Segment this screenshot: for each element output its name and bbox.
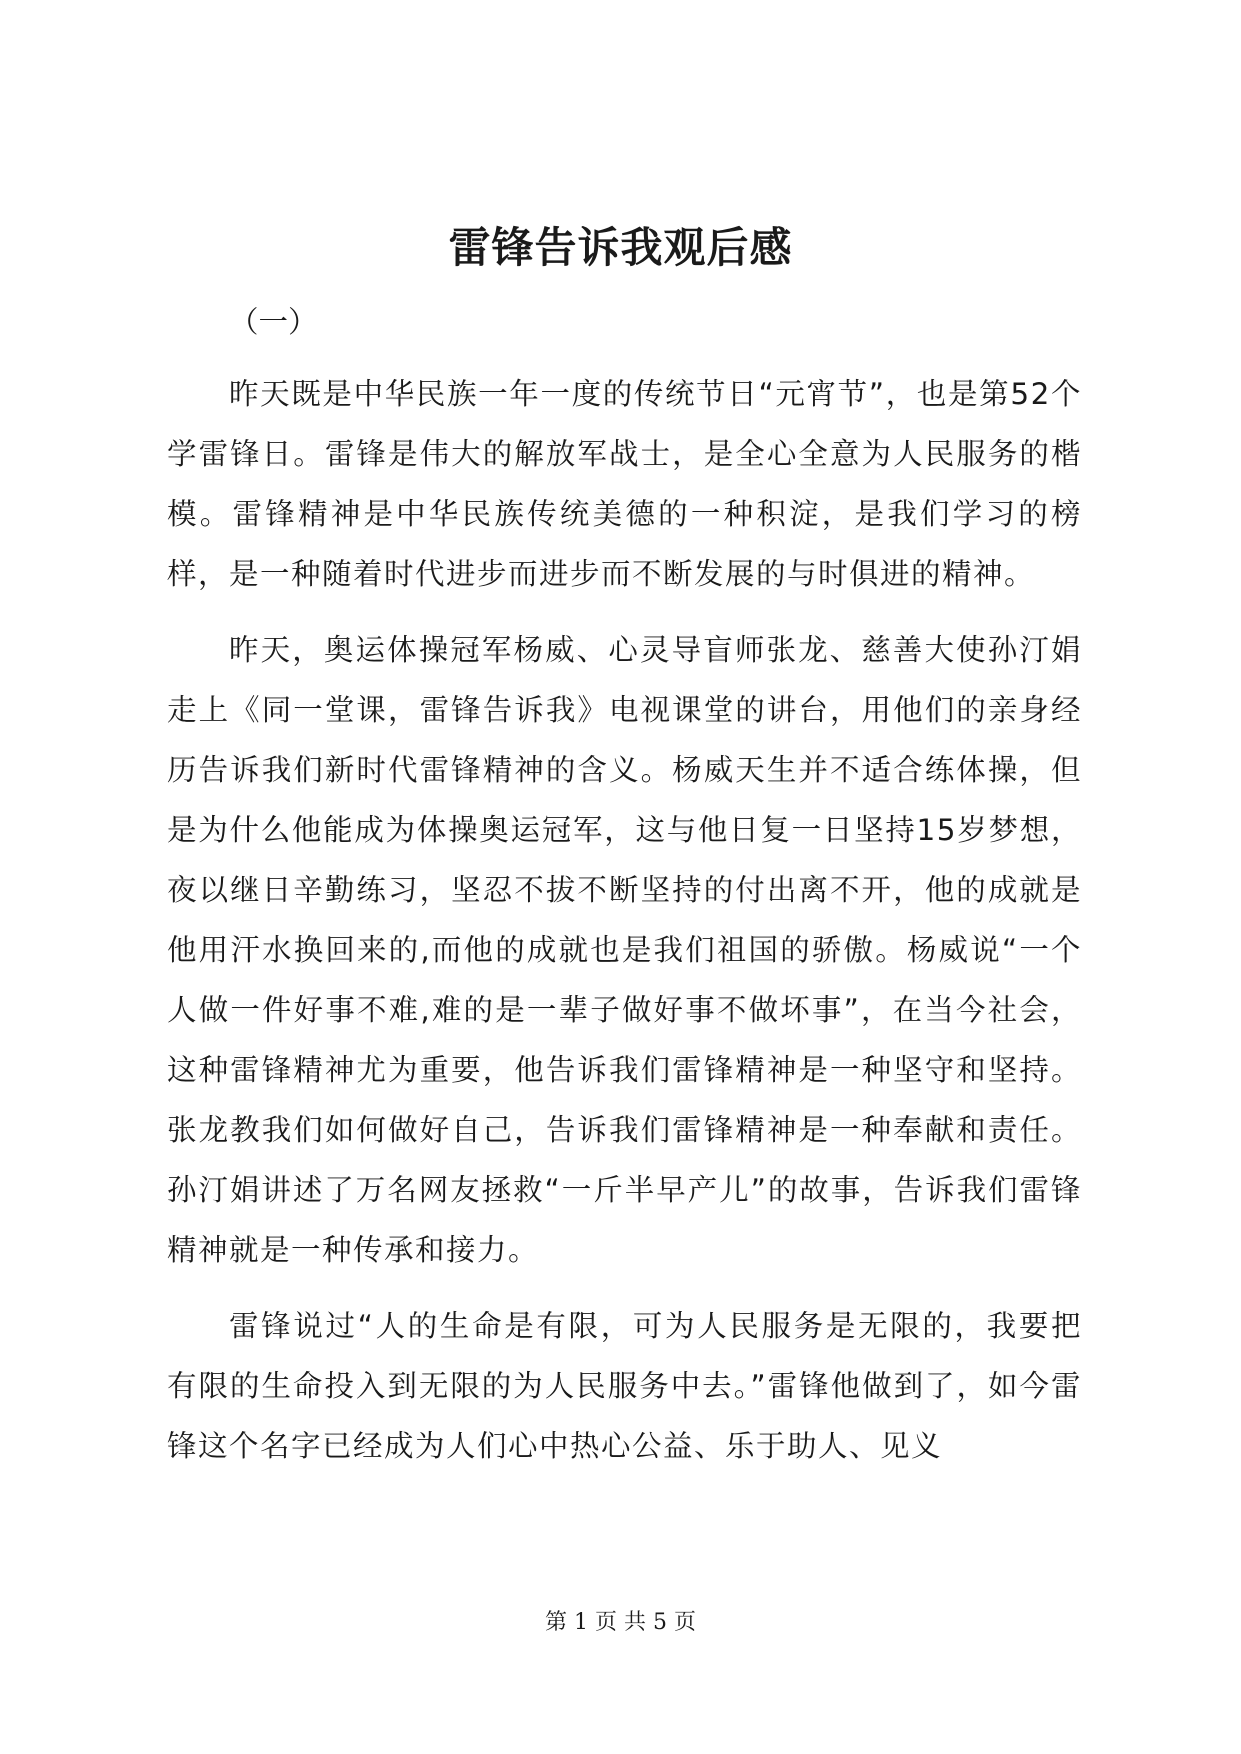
paragraph-3: 雷锋说过“人的生命是有限，可为人民服务是无限的，我要把有限的生命投入到无限的为人民服务中去。”雷锋他做到了，如今雷锋这个名字已经成为人们心中热心公益、乐于助人、见义: [167, 1309, 1082, 1463]
paragraph-2: 昨天，奥运体操冠军杨威、心灵导盲师张龙、慈善大使孙汀娟走上《同一堂课，雷锋告诉我》电视课堂的讲台，用他们的亲身经历告诉我们新时代雷锋精神的含义。杨威天生并不适合练体操，但是为什么他能成为体操奥运冠军，这与他日复一日坚持15岁梦想，夜以继日辛勤练习，坚忍不拔不断坚持的付出离不开，他的成就是他用汗水换回来的,而他的成就也是我们祖国的骄傲。杨威说“一个人做一件好事不难,难的是一辈子做好事不做坏事”，在当今社会，这种雷锋精神尤为重要，他告诉我们雷锋精神是一种坚守和坚持。张龙教我们如何做好自己，告诉我们雷锋精神是一种奉献和责任。孙汀娟讲述了万名网友拯救“一斤半早产儿”的故事，告诉我们雷锋精神就是一种传承和接力。: [167, 633, 1082, 1267]
document-body: [167, 296, 1082, 1492]
page-footer: [0, 1608, 1241, 1638]
page-number-label: 第 1 页 共 5 页: [545, 1610, 696, 1635]
paragraph-1: 昨天既是中华民族一年一度的传统节日“元宵节”，也是第52个学雷锋日。雷锋是伟大的解放军战士，是全心全意为人民服务的楷模。雷锋精神是中华民族传统美德的一种积淀，是我们学习的榜样，是一种随着时代进步而进步而不断发展的与时俱进的精神。: [167, 377, 1082, 591]
document-title: 雷锋告诉我观后感: [448, 223, 793, 272]
section-marker: （一）: [229, 305, 318, 339]
